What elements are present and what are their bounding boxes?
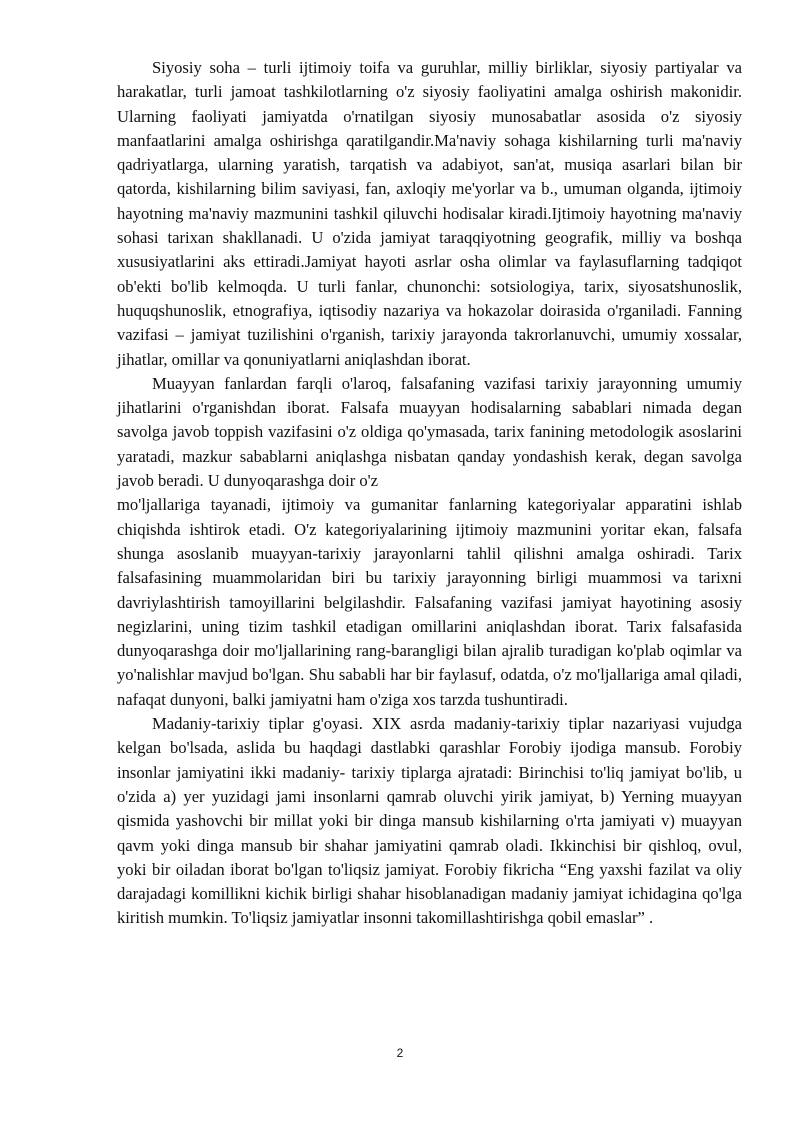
page-number: 2 <box>396 1046 404 1060</box>
paragraph-philosophy-task: Muayyan fanlardan farqli o'laroq, falsafaning vazifasi tarixiy jarayonning umumiy jihatlarini o'rganishdan iborat. Falsafa muayyan hodisalarning sabablari nimada degan savolga javob toppish vazifasini o'z oldiga qo'ymasada, tarix fanining metodologik asoslarini yaratadi, mazkur sabablarni aniqlashga nisbatan qanday yondashish kerak, degan savolga javob beradi. U dunyoqarashga doir o'z <box>117 373 742 491</box>
body-text <box>117 56 742 931</box>
paragraph-cultural-historical-types: Madaniy-tarixiy tiplar g'oyasi. XIX asrda madaniy-tarixiy tiplar nazariyasi vujudga kelgan bo'lsada, aslida bu haqdagi dastlabki qarashlar Forobiy ijodiga mansub. Forobiy insonlar jamiyatini ikki madaniy- tarixiy tiplarga ajratadi: Birinchisi to'liq jamiyat bo'lib, u o'zida a) yer yuzidagi jami insonlarni qamrab oluvchi yirik jamiyat, b) Yerning muayyan qismida yashovchi bir millat yoki bir dinga mansub kishilarning o'rta jamiyati v) muayyan qavm yoki dinga mansub bir shahar jamiyatini qamrab oladi. Ikkinchisi bir qishloq, ovul, yoki bir oiladan iborat bo'lgan to'liqsiz jamiyat. Forobiy fikricha “Eng yaxshi fazilat va oliy darajadagi komillikni kichik birligi shahar hisoblanadigan madaniy jamiyat ichidagina qo'lga kiritish mumkin. To'liqsiz jamiyatlar insonni takomillashtirishga qobil emaslar” . <box>117 714 742 928</box>
paragraph-political-sphere: Siyosiy soha – turli ijtimoiy toifa va guruhlar, milliy birliklar, siyosiy partiyalar va harakatlar, turli jamoat tashkilotlarning o'z siyosiy faoliyatini amalga oshirish makonidir. Ularning faoliyati jamiyatda o'rnatilgan siyosiy munosabatlar asosida o'z siyosiy manfaatlarini amalga oshirishga qaratilgandir.Ma'naviy sohaga kishilarning turli ma'naviy qadriyatlarga, ularning yaratish, tarqatish va adabiyot, san'at, musiqa asarlari bilan bir qatorda, kishilarning bilim saviyasi, fan, axloqiy me'yorlar va b., umuman olganda, ijtimoiy hayotning ma'naviy mazmunini tashkil qiluvchi hodisalar kiradi.Ijtimoiy hayotning ma'naviy sohasi tarixan shakllanadi. U o'zida jamiyat taraqqiyotning geografik, milliy va boshqa xususiyatlarini aks ettiradi.Jamiyat hayoti asrlar osha olimlar va faylasuflarning tadqiqot ob'ekti bo'lib kelmoqda. U turli fanlar, chunonchi: sotsiologiya, tarix, siyosatshunoslik, huquqshunoslik, etnografiya, iqtisodiy nazariya va hokazolar doirasida o'rganiladi. Fanning vazifasi – jamiyat tuzilishini o'rganish, tarixiy jarayonda takrorlanuvchi, umumiy xossalar, jihatlar, omillar va qonuniyatlarni aniqlashdan iborat. <box>117 58 742 369</box>
paragraph-philosophy-task-continued: mo'ljallariga tayanadi, ijtimoiy va gumanitar fanlarning kategoriyalar apparatini ishlab chiqishda ishtirok etadi. O'z kategoriyalarining ijtimoiy mazmunini yoritar ekan, falsafa shunga asoslanib muayyan-tarixiy jarayonlarni tahlil qilishni amalga oshiradi. Tarix falsafasining muammolaridan biri bu tarixiy jarayonning birligi muammosi va tarixni davriylashtirish tamoyillarini belgilashdir. Falsafaning vazifasi jamiyat hayotining asosiy negizlarini, uning tizim tashkil etadigan omillarini aniqlashdan iborat. Tarix falsafasida dunyoqarashga doir mo'ljallarining rang-barangligi bilan ajralib turadigan ko'plab oqimlar va yo'nalishlar mavjud bo'lgan. Shu sababli har bir faylasuf, odatda, o'z mo'ljallariga amal qiladi, nafaqat dunyoni, balki jamiyatni ham o'ziga xos tarzda tushuntiradi. <box>117 495 742 709</box>
